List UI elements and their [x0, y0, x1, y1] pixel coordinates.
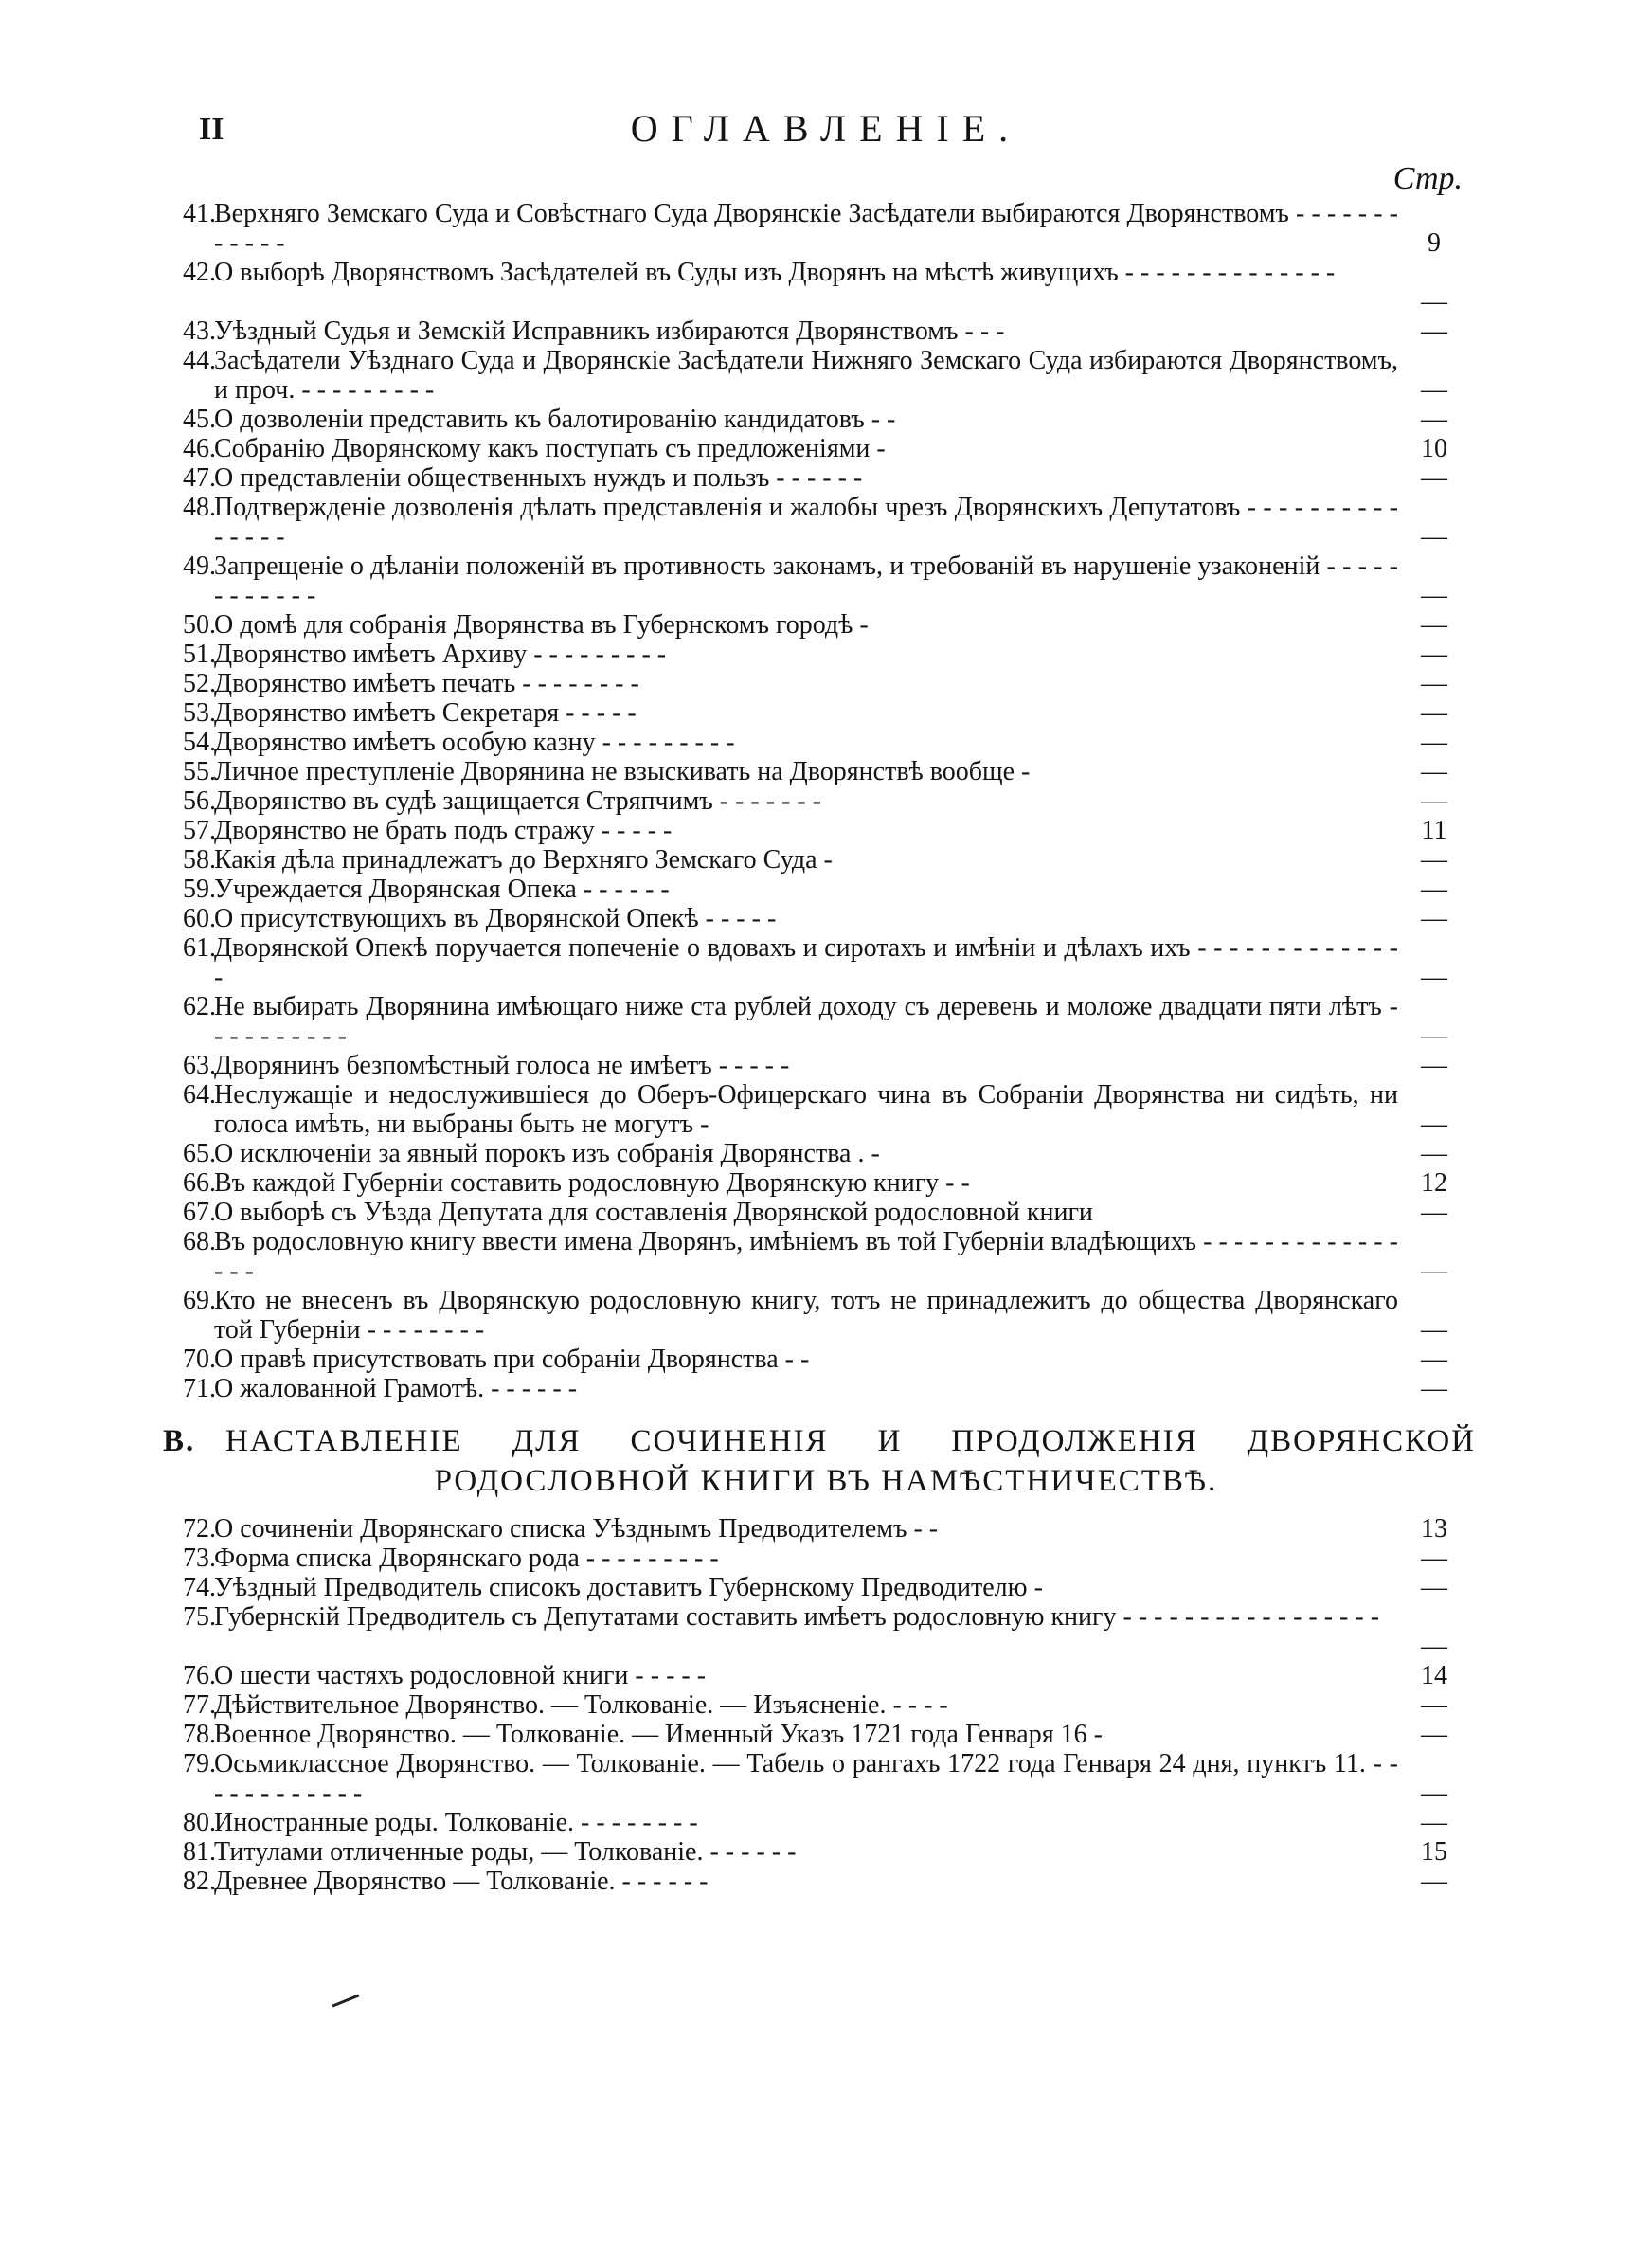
toc-entry — [0, 316, 1652, 346]
entry-page: 15 — [1421, 1837, 1447, 1867]
entry-title: Дворянство имѣетъ Секретаря - - - - - — [214, 698, 637, 728]
entry-title: О присутствующихъ въ Дворянской Опекѣ - - - - - — [214, 904, 777, 933]
page-folio: II — [199, 112, 224, 147]
entry-number: 80. — [183, 1808, 216, 1837]
entry-page: — — [1421, 1808, 1447, 1837]
toc-entry — [0, 1374, 1652, 1403]
entry-title: Дворянство не брать подъ стражу - - - - - — [214, 816, 673, 845]
entry-number: 50. — [183, 610, 216, 640]
entry-title: Дворянство имѣетъ печать - - - - - - - - — [214, 669, 639, 698]
entry-number: 44. — [183, 346, 216, 375]
toc-entry — [0, 786, 1652, 816]
toc-entry — [0, 199, 1652, 258]
toc-entry — [0, 1661, 1652, 1690]
entry-page: — — [1421, 875, 1447, 904]
toc-entry — [0, 258, 1652, 316]
entry-page: — — [1421, 1867, 1447, 1896]
entry-page: — — [1421, 845, 1447, 875]
entry-number: 63. — [183, 1051, 216, 1080]
entry-title: Какія дѣла принадлежатъ до Верхняго Земскаго Суда - — [214, 845, 833, 875]
entry-page: — — [1421, 963, 1447, 992]
toc-entry — [0, 463, 1652, 493]
toc-entry — [0, 551, 1652, 610]
entry-number: 51. — [183, 640, 216, 669]
toc-entry — [0, 1139, 1652, 1168]
entry-title: Въ каждой Губерніи составить родословную Дворянскую книгу - - — [214, 1168, 970, 1198]
entry-number: 58. — [183, 845, 216, 875]
entry-title: Собранію Дворянскому какъ поступать съ предложеніями - — [214, 434, 886, 463]
entry-title: Кто не внесенъ въ Дворянскую родословную книгу, тотъ не принадлежитъ до общества Дворянскаго той Губерніи - - - - - - - - — [214, 1286, 1398, 1345]
entry-page: — — [1421, 1315, 1447, 1345]
entry-number: 46. — [183, 434, 216, 463]
entry-number: 48. — [183, 493, 216, 522]
entry-title: Засѣдатели Уѣзднаго Суда и Дворянскіе Засѣдатели Нижняго Земскаго Суда избираются Дворянствомъ, и проч. - - - - - - - - - — [214, 346, 1398, 405]
toc-entry — [0, 1808, 1652, 1837]
entry-page: — — [1421, 1632, 1447, 1661]
entry-page: — — [1421, 640, 1447, 669]
entry-page: 14 — [1421, 1661, 1447, 1690]
entry-number: 64. — [183, 1080, 216, 1110]
entry-number: 49. — [183, 551, 216, 581]
entry-title: Не выбирать Дворянина имѣющаго ниже ста рублей доходу съ деревень и моложе двадцати пяти лѣтъ - - - - - - - - - - — [214, 992, 1398, 1051]
entry-page: — — [1421, 316, 1447, 346]
entry-page: — — [1421, 1110, 1447, 1139]
entry-number: 42. — [183, 258, 216, 287]
entry-title: Иностранные роды. Толкованіе. - - - - - - - - — [214, 1808, 698, 1837]
entry-title: Дворянской Опекѣ поручается попеченіе о вдовахъ и сиротахъ и имѣніи и дѣлахъ ихъ - - - - - - - - - - - - - - — [214, 933, 1398, 992]
entry-number: 75. — [183, 1602, 216, 1632]
section-title-line2: РОДОСЛОВНОЙ КНИГИ ВЪ НАМѢСТНИЧЕСТВѢ. — [434, 1464, 1218, 1498]
entry-title: Уѣздный Судья и Земскій Исправникъ избираются Дворянствомъ - - - — [214, 316, 1005, 346]
entry-page: — — [1421, 1374, 1447, 1403]
entry-number: 71. — [183, 1374, 216, 1403]
entry-page: — — [1421, 1544, 1447, 1573]
toc-entry — [0, 610, 1652, 640]
entry-page: — — [1421, 1139, 1447, 1168]
entry-title: Древнее Дворянство — Толкованіе. - - - - - - — [214, 1867, 709, 1896]
entry-page: — — [1421, 1256, 1447, 1286]
entry-title: О выборѣ съ Уѣзда Депутата для составленія Дворянской родословной книги — [214, 1198, 1093, 1227]
entry-title: Форма списка Дворянскаго рода - - - - - - - - - — [214, 1544, 719, 1573]
entry-title: О правѣ присутствовать при собраніи Дворянства - - — [214, 1345, 810, 1374]
entry-page: — — [1421, 1720, 1447, 1749]
entry-number: 77. — [183, 1690, 216, 1720]
entry-title: Титулами отличенные роды, — Толкованіе. - - - - - - — [214, 1837, 797, 1867]
toc-entry — [0, 1051, 1652, 1080]
toc-entry — [0, 728, 1652, 757]
entry-title: Дворянство имѣетъ Архиву - - - - - - - - - — [214, 640, 667, 669]
entry-title: О выборѣ Дворянствомъ Засѣдателей въ Суды изъ Дворянъ на мѣстѣ живущихъ - - - - - - - - - - - - - - — [214, 258, 1336, 287]
toc-entry — [0, 757, 1652, 786]
entry-number: 65. — [183, 1139, 216, 1168]
entry-page: — — [1421, 757, 1447, 786]
toc-entry — [0, 875, 1652, 904]
toc-entry — [0, 1286, 1652, 1345]
toc-entry — [0, 1080, 1652, 1139]
entry-title: О представленіи общественныхъ нуждъ и пользъ - - - - - - — [214, 463, 863, 493]
entry-page: 9 — [1428, 228, 1441, 258]
toc-entry — [0, 1720, 1652, 1749]
entry-number: 73. — [183, 1544, 216, 1573]
entry-title: Неслужащіе и недослужившіеся до Оберъ-Офицерскаго чина въ Собраніи Дворянства ни сидѣть, ни голоса имѣть, ни выбраны быть не могутъ - — [214, 1080, 1398, 1139]
entry-number: 60. — [183, 904, 216, 933]
entry-number: 72. — [183, 1514, 216, 1544]
entry-number: 55. — [183, 757, 216, 786]
entry-page: — — [1421, 1779, 1447, 1808]
entry-page: — — [1421, 405, 1447, 434]
entry-number: 43. — [183, 316, 216, 346]
entry-title: Запрещеніе о дѣланіи положеній въ противность законамъ, и требованій въ нарушеніе узаконеній - - - - - - - - - - - - — [214, 551, 1398, 610]
entry-title: О дозволеніи представить къ балотированію кандидатовъ - - — [214, 405, 896, 434]
entry-title: О сочиненіи Дворянскаго списка Уѣзднымъ Предводителемъ - - — [214, 1514, 939, 1544]
entry-number: 74. — [183, 1573, 216, 1602]
toc-entry — [0, 493, 1652, 551]
entry-number: 47. — [183, 463, 216, 493]
entry-number: 81. — [183, 1837, 216, 1867]
entry-number: 69. — [183, 1286, 216, 1315]
entry-number: 41. — [183, 199, 216, 228]
entry-page: — — [1421, 698, 1447, 728]
toc-entry — [0, 698, 1652, 728]
entry-number: 66. — [183, 1168, 216, 1198]
entry-title: Губернскій Предводитель съ Депутатами составить имѣетъ родословную книгу - - - - - - - - - - - - - - - - - — [214, 1602, 1380, 1632]
entry-title: О домѣ для собранія Дворянства въ Губернскомъ городѣ - — [214, 610, 869, 640]
toc-entry — [0, 1573, 1652, 1602]
entry-number: 53. — [183, 698, 216, 728]
entry-page: — — [1421, 522, 1447, 551]
toc-entry — [0, 845, 1652, 875]
toc-entry — [0, 669, 1652, 698]
entry-title: Личное преступленіе Дворянина не взыскивать на Дворянствѣ вообще - — [214, 757, 1031, 786]
entry-title: Подтвержденіе дозволенія дѣлать представленія и жалобы чрезъ Дворянскихъ Депутатовъ - - - - - - - - - - - - - - - — [214, 493, 1398, 551]
entry-title: О шести частяхъ родословной книги - - - - - — [214, 1661, 707, 1690]
toc-entry — [0, 1602, 1652, 1661]
entry-page: — — [1421, 1573, 1447, 1602]
toc-entry — [0, 1227, 1652, 1286]
entry-page: — — [1421, 1051, 1447, 1080]
entry-title: Уѣздный Предводитель списокъ доставитъ Губернскому Предводителю - — [214, 1573, 1043, 1602]
entry-title: О исключеніи за явный порокъ изъ собранія Дворянства . - — [214, 1139, 880, 1168]
entry-page: — — [1421, 581, 1447, 610]
toc-entry — [0, 405, 1652, 434]
section-letter: В. — [163, 1424, 196, 1458]
entry-page: 13 — [1421, 1514, 1447, 1544]
page-column-header: Стр. — [1392, 161, 1463, 196]
entry-title: Дѣйствительное Дворянство. — Толкованіе. — Изъясненіе. - - - - — [214, 1690, 948, 1720]
toc-entry — [0, 1690, 1652, 1720]
pen-mark — [332, 1994, 360, 2007]
entry-number: 57. — [183, 816, 216, 845]
toc-entry — [0, 992, 1652, 1051]
entry-number: 68. — [183, 1227, 216, 1256]
entry-page: — — [1421, 728, 1447, 757]
entry-number: 62. — [183, 992, 216, 1021]
toc-entry — [0, 434, 1652, 463]
entry-title: О жалованной Грамотѣ. - - - - - - — [214, 1374, 578, 1403]
toc-entry — [0, 904, 1652, 933]
entry-number: 79. — [183, 1749, 216, 1779]
toc-entry — [0, 816, 1652, 845]
entry-number: 67. — [183, 1198, 216, 1227]
toc-entry — [0, 640, 1652, 669]
entry-number: 52. — [183, 669, 216, 698]
entry-page: — — [1421, 375, 1447, 405]
toc-entry — [0, 1837, 1652, 1867]
toc-list-section-b — [0, 1514, 1652, 1896]
entry-number: 54. — [183, 728, 216, 757]
entry-page: — — [1421, 1345, 1447, 1374]
entry-page: 12 — [1421, 1168, 1447, 1198]
entry-title: Дворянство имѣетъ особую казну - - - - - - - - - — [214, 728, 735, 757]
entry-number: 45. — [183, 405, 216, 434]
entry-page: — — [1421, 463, 1447, 493]
toc-entry — [0, 1544, 1652, 1573]
entry-title: Въ родословную книгу ввести имена Дворянъ, имѣніемъ въ той Губерніи владѣющихъ - - - - - - - - - - - - - - - - — [214, 1227, 1398, 1286]
entry-title: Дворянство въ судѣ защищается Стряпчимъ - - - - - - - — [214, 786, 822, 816]
entry-number: 56. — [183, 786, 216, 816]
entry-page: — — [1421, 904, 1447, 933]
toc-entry — [0, 1514, 1652, 1544]
entry-page: — — [1421, 610, 1447, 640]
entry-page: — — [1421, 669, 1447, 698]
toc-list — [0, 199, 1652, 1403]
entry-number: 59. — [183, 875, 216, 904]
entry-page: — — [1421, 786, 1447, 816]
entry-page: — — [1421, 1021, 1447, 1051]
entry-page: — — [1421, 1198, 1447, 1227]
toc-entry — [0, 1345, 1652, 1374]
toc-entry — [0, 1168, 1652, 1198]
entry-number: 82. — [183, 1867, 216, 1896]
entry-title: Учреждается Дворянская Опека - - - - - - — [214, 875, 670, 904]
entry-number: 70. — [183, 1345, 216, 1374]
toc-entry — [0, 1198, 1652, 1227]
entry-title: Осьмиклассное Дворянство. — Толкованіе. — Табель о рангахъ 1722 года Генваря 24 дня, пунктъ 11. - - - - - - - - - - - - — [214, 1749, 1398, 1808]
toc-entry — [0, 346, 1652, 405]
entry-page: — — [1421, 287, 1447, 316]
entry-number: 61. — [183, 933, 216, 963]
toc-entry — [0, 1867, 1652, 1896]
entry-page: 10 — [1421, 434, 1447, 463]
entry-number: 76. — [183, 1661, 216, 1690]
entry-title: Верхняго Земскаго Суда и Совѣстнаго Суда Дворянскіе Засѣдатели выбираются Дворянствомъ - - - - - - - - - - - - — [214, 199, 1398, 258]
section-title-line1: НАСТАВЛЕНІЕ ДЛЯ СОЧИНЕНІЯ И ПРОДОЛЖЕНІЯ ДВОРЯНСКОЙ — [225, 1424, 1476, 1458]
entry-page: 11 — [1421, 816, 1447, 845]
entry-title: Военное Дворянство. — Толкованіе. — Именный Указъ 1721 года Генваря 16 - — [214, 1720, 1103, 1749]
toc-entry — [0, 1749, 1652, 1808]
entry-title: Дворянинъ безпомѣстный голоса не имѣетъ - - - - - — [214, 1051, 790, 1080]
entry-page: — — [1421, 1690, 1447, 1720]
page-title: ОГЛАВЛЕНІЕ. — [630, 107, 1022, 150]
entry-number: 78. — [183, 1720, 216, 1749]
toc-entry — [0, 933, 1652, 992]
